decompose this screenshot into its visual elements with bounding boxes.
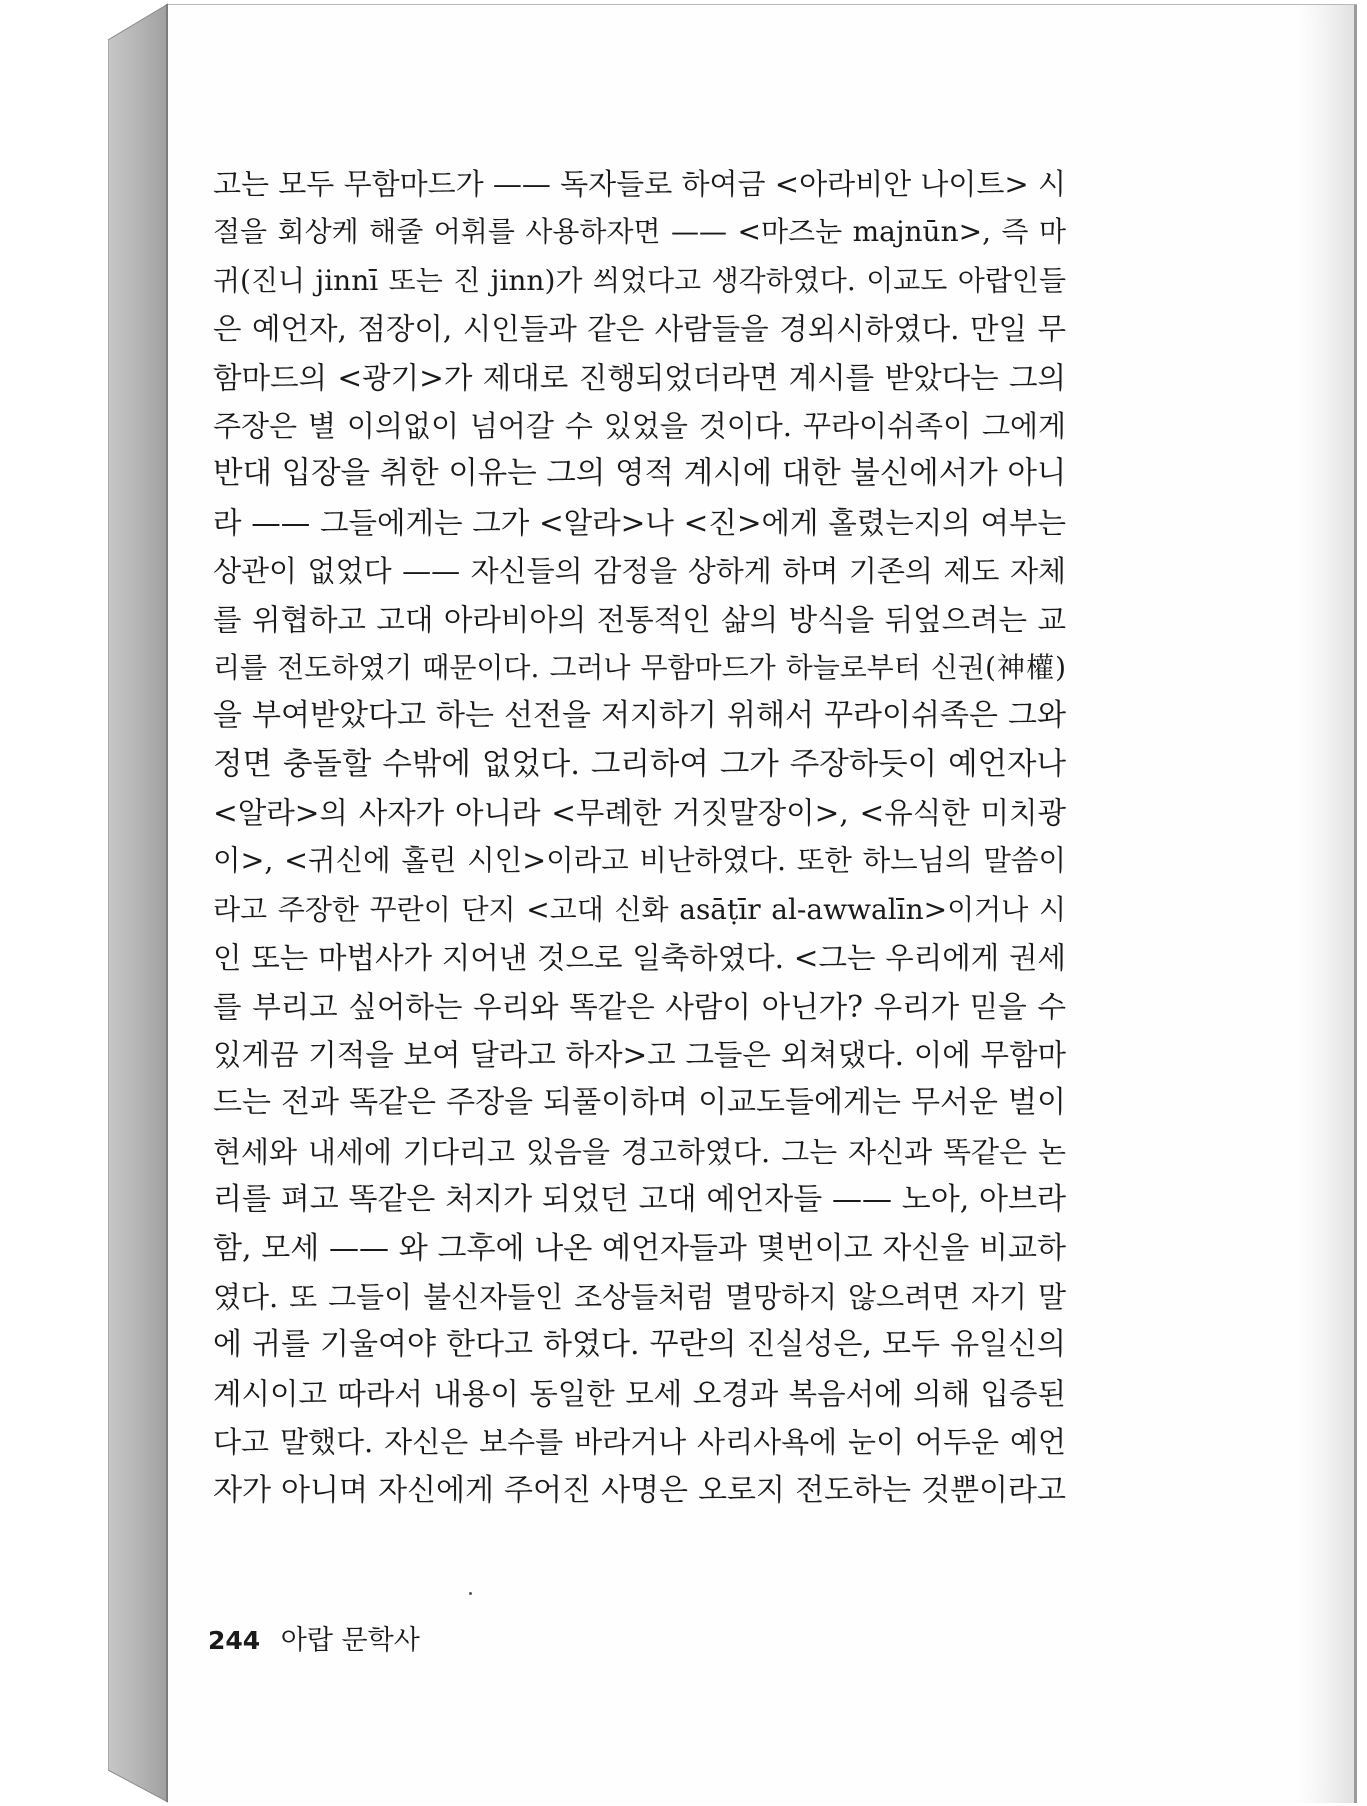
text-line: 라고 주장한 꾸란이 단지 <고대 신화 asāṭīr al-awwalīn>이거나 시	[213, 892, 1066, 926]
text-line: 현세와 내세에 기다리고 있음을 경고하였다. 그는 자신과 똑같은 논	[213, 1134, 1066, 1169]
body-text	[213, 160, 1066, 1515]
text-line: 함마드의 <광기>가 제대로 진행되었더라면 계시를 받았다는 그의	[213, 360, 1066, 395]
text-line: 드는 전과 똑같은 주장을 되풀이하며 이교도들에게는 무서운 벌이	[213, 1085, 1066, 1121]
text-line: 에 귀를 기울여야 한다고 하였다. 꾸란의 진실성은, 모두 유일신의	[213, 1327, 1066, 1363]
text-line: 있게끔 기적을 보여 달라고 하자>고 그들은 외쳐댔다. 이에 무함마	[213, 1038, 1066, 1073]
text-line: 라 —— 그들에게는 그가 <알라>나 <진>에게 홀렸는지의 여부는	[213, 505, 1066, 540]
running-title: 아랍 문학사	[280, 1625, 420, 1656]
book-spine-shape	[108, 0, 168, 1806]
text-line: 이>, <귀신에 홀린 시인>이라고 비난하였다. 또한 하느님의 말씀이	[213, 844, 1066, 878]
text-line: 은 예언자, 점장이, 시인들과 같은 사람들을 경외시하였다. 만일 무	[213, 312, 1066, 347]
page-number: 244	[208, 1626, 261, 1655]
text-line: 절을 회상케 해줄 어휘를 사용하자면 —— <마즈눈 majnūn>, 즉 마	[213, 215, 1066, 249]
text-line: <알라>의 사자가 아니라 <무례한 거짓말장이>, <유식한 미치광	[213, 796, 1066, 831]
text-line: 정면 충돌할 수밖에 없었다. 그리하여 그가 주장하듯이 예언자나	[213, 746, 1066, 782]
text-line: 상관이 없었다 —— 자신들의 감정을 상하게 하며 기존의 제도 자체	[213, 554, 1066, 589]
text-line: 고는 모두 무함마드가 —— 독자들로 하여금 <아라비안 나이트> 시	[213, 167, 1066, 201]
text-line: 리를 펴고 똑같은 처지가 되었던 고대 예언자들 —— 노아, 아브라	[213, 1182, 1066, 1218]
stray-mark	[469, 1592, 472, 1595]
book-spine	[108, 0, 168, 1806]
text-line: 을 부여받았다고 하는 선전을 저지하기 위해서 꾸라이쉬족은 그와	[213, 698, 1066, 734]
text-line: 다고 말했다. 자신은 보수를 바라거나 사리사욕에 눈이 어두운 예언	[213, 1425, 1066, 1460]
page-footer	[208, 1618, 420, 1657]
text-line: 를 위협하고 고대 아라비아의 전통적인 삶의 방식을 뒤엎으려는 교	[213, 602, 1066, 637]
text-line: 반대 입장을 취한 이유는 그의 영적 계시에 대한 불신에서가 아니	[213, 456, 1066, 492]
text-line: 를 부리고 싶어하는 우리와 똑같은 사람이 아닌가? 우리가 믿을 수	[213, 989, 1066, 1024]
text-line: 인 또는 마법사가 지어낸 것으로 일축하였다. <그는 우리에게 권세	[213, 941, 1066, 976]
text-line: 였다. 또 그들이 불신자들인 조상들처럼 멸망하지 않으려면 자기 말	[213, 1279, 1066, 1314]
page-edge	[1354, 5, 1357, 1803]
page-shade	[1297, 5, 1357, 1803]
text-line: 리를 전도하였기 때문이다. 그러나 무함마드가 하늘로부터 신권(神權)	[213, 650, 1066, 684]
text-line: 계시이고 따라서 내용이 동일한 모세 오경과 복음서에 의해 입증된	[213, 1376, 1066, 1411]
text-line: 함, 모세 —— 와 그후에 나온 예언자들과 몇번이고 자신을 비교하	[213, 1230, 1066, 1266]
text-line: 귀(진니 jinnī 또는 진 jinn)가 씌었다고 생각하였다. 이교도 아랍인들	[213, 263, 1066, 297]
text-line: 주장은 별 이의없이 넘어갈 수 있었을 것이다. 꾸라이쉬족이 그에게	[213, 408, 1066, 443]
text-line: 자가 아니며 자신에게 주어진 사명은 오로지 전도하는 것뿐이라고	[213, 1472, 1066, 1508]
